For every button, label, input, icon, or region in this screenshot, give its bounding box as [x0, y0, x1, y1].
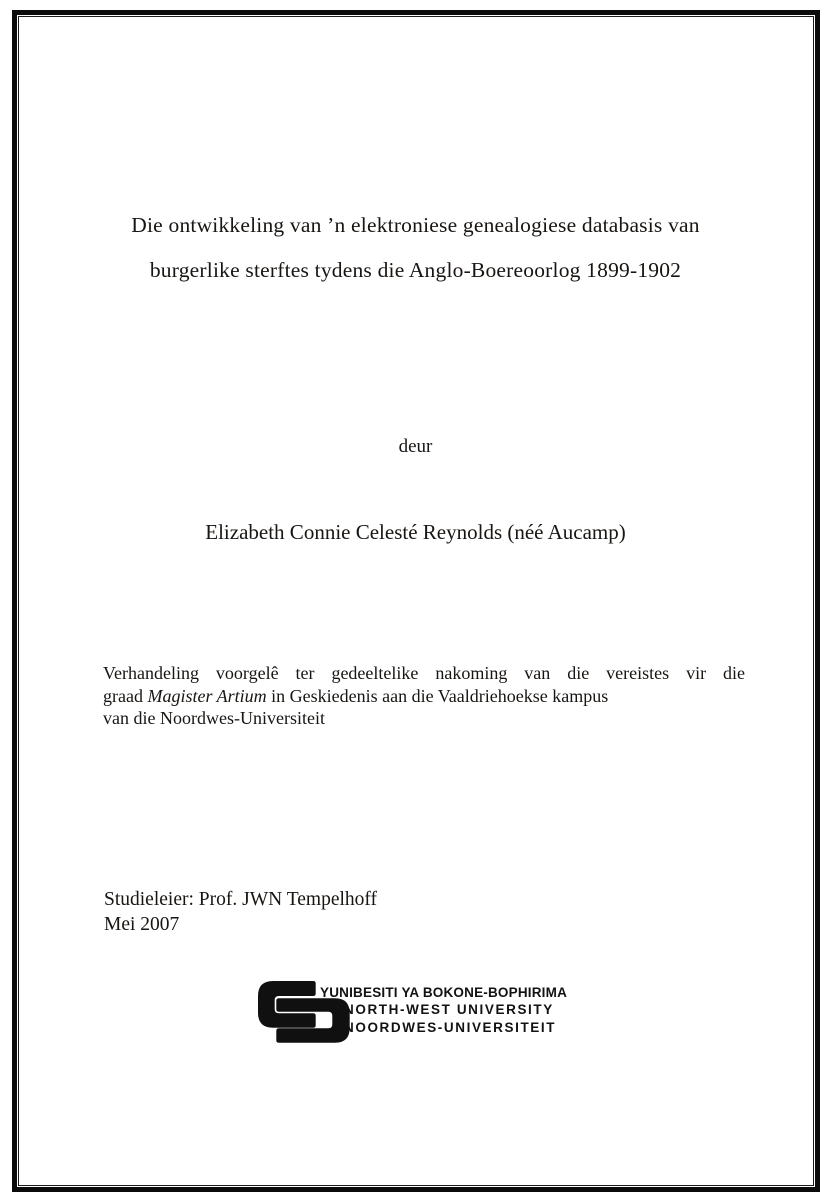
date-line: Mei 2007 — [104, 913, 180, 935]
degree-name-italic: Magister Artium — [147, 685, 267, 706]
degree-statement-line2-pre: graad — [103, 685, 148, 706]
degree-statement — [103, 662, 745, 730]
supervisor-line: Studieleier: Prof. JWN Tempelhoff — [104, 889, 378, 910]
degree-statement-line2-post: in Geskiedenis aan die Vaaldriehoekse kampus — [266, 685, 609, 706]
thesis-title — [0, 203, 831, 293]
university-logo — [258, 981, 588, 1051]
university-logo-text — [320, 984, 567, 1036]
thesis-title-line1: Die ontwikkeling van ’n elektroniese genealogiese databasis van — [131, 213, 700, 237]
thesis-title-line2: burgerlike sterftes tydens die Anglo-Boereoorlog 1899-1902 — [149, 258, 682, 282]
degree-statement-line2 — [103, 685, 745, 708]
author-name: Elizabeth Connie Celesté Reynolds (néé Aucamp) — [205, 520, 626, 544]
logo-name-afrikaans: NOORDWES-UNIVERSITEIT — [344, 1019, 557, 1035]
logo-name-setswana: YUNIBESITI YA BOKONE-BOPHIRIMA — [320, 985, 568, 1000]
logo-name-english: NORTH-WEST UNIVERSITY — [344, 1002, 554, 1018]
byline-deur-label: deur — [398, 436, 433, 457]
degree-statement-line3: van die Noordwes-Universiteit — [103, 708, 325, 728]
degree-statement-line1: Verhandeling voorgelê ter gedeeltelike nakoming van die vereistes vir die — [103, 663, 745, 683]
supervisor-block — [104, 888, 377, 937]
